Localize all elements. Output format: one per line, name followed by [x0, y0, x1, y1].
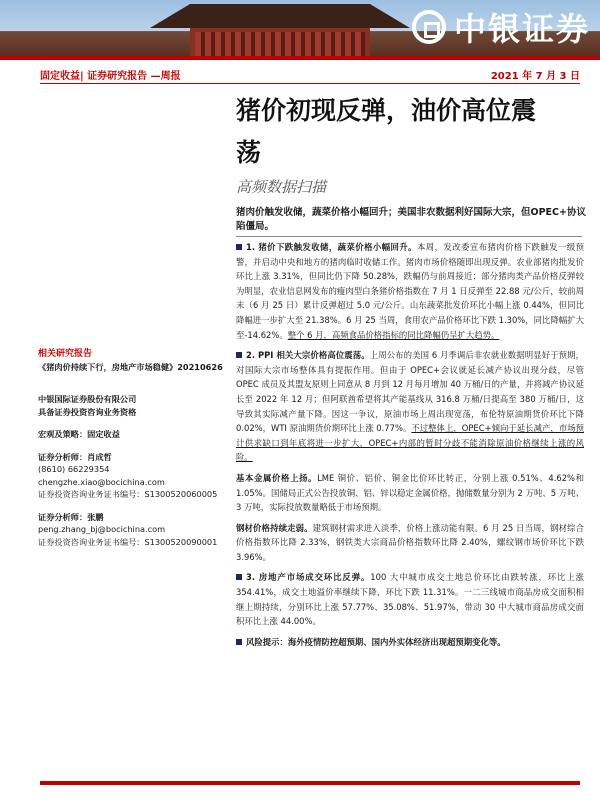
section-highlight: 整个 6 月，高频食品价格指标的同比降幅仍呈扩大趋势。: [287, 329, 500, 340]
palace-columns-graphic: [195, 32, 365, 56]
brand-name: 中银证券: [453, 10, 590, 48]
brand-logo: [412, 4, 590, 50]
palace-roof-graphic: [150, 4, 410, 28]
report-category: 固定收益| 证券研究报告 —周报: [40, 70, 181, 82]
bullet-marker-icon: [236, 639, 242, 645]
section-text: 本周，发改委宣布猪肉价格下跌触发一级预警，并启动中央和地方的猪肉临时收储工作。猪肉市场价格随即出现反弹。农业部猪肉批发价环比上涨 3.31%，但同比仍下降 50.28%，跌幅仍与前周接近；部分猪肉类产品价格反弹较为明显，农业信息网发布的瘦肉型白条猪价格指数在 7 月 1 日反弹至 22.88 元/公斤，较前周末（6 月 25 日）累计反弹超过 5.0 元/公斤。山东蔬菜批发价环比小幅上涨 0.44%，但同比降幅进一步扩大至 21.38%。6 月 25 当周，食用农产品价格环比下跌 1.30%，同比降幅扩大至-14.62%。: [236, 242, 584, 340]
header-divider: [40, 83, 580, 84]
section-heading: 2. PPI 相关大宗价格高位震荡。: [246, 350, 370, 361]
bullet-marker-icon: [236, 244, 242, 250]
analyst1-cert: 证券投资咨询业务证书编号：S1300520060005: [38, 489, 218, 499]
risk-text: 海外疫情防控超预期、国内外实体经济出现超预期变化等。: [287, 636, 506, 647]
section-text: 建筑钢材需求进入淡季，价格上涨动能有限。6 月 25 日当周，钢材综合价格指数环比降 2.33%，钢铁类大宗商品价格指数环比降 2.40%，螺纹钢市场价环比下跌 3.96%。: [236, 522, 584, 562]
section-text: 上周公布的美国 6 月季调后非农就业数据明显好于预期，对国际大宗市场整体具有提振作用。但由于 OPEC+会议就延长减产协议出现分歧，尽管 OPEC 成员及其盟友原则上同意从 8 月到 12 月每月增加 40 万桶/日的产量，并将减产协议延长至 2022 年 12 月；但阿联酋希望将其产能基线从 316.8 万桶/日提高至 380 万桶/日，这导致其实际减产量下降。因这一争议，原油市场上周出现宽荡，布伦特原油期货价环比下降 0.02%，WTI 原油期货价期环比上涨 0.77%。: [236, 350, 585, 434]
section-property: [236, 570, 584, 628]
section-heading: 基本金属价格上扬。: [236, 472, 318, 483]
analyst1-phone: (8610) 66229354: [38, 464, 110, 474]
analyst1-email[interactable]: chengzhe.xiao@bocichina.com: [38, 476, 165, 487]
section-text: LME 铜价、铝价、铜金比价环比转正，分别上涨 0.51%、4.62%和 1.05%。国储局正式公告投放铜、铝、锌以稳定金属价格，抛储数量分别为 2 万吨、5 万吨、3 万吨，实际投放数量略低于市场预期。: [236, 472, 585, 513]
section-steel: [236, 521, 584, 565]
section-heading: 1. 猪价下跌触发收储，蔬菜价格小幅回升。: [246, 242, 417, 252]
sidebar: [38, 348, 238, 548]
summary-divider: [236, 236, 582, 237]
title-line-1: 猪价初现反弹，油价高位震: [236, 96, 537, 125]
section-pork: [236, 240, 584, 342]
related-reports-title: 相关研究报告: [38, 349, 93, 359]
related-report-link[interactable]: 《猪肉价持续下行，房地产市场稳健》20210626: [38, 361, 223, 372]
section-heading: 3. 房地产市场成交环比反弹。: [246, 572, 371, 583]
section-risk: [236, 635, 584, 650]
report-subtitle: 高频数据扫描: [236, 178, 327, 196]
section-highlight: 不过整体上，OPEC+倾向于延长减产，市场预计供求缺口到年底将进一步扩大，OPEC+内部的暂时分歧不能消除原油价格继续上涨的风险。: [236, 423, 584, 463]
company-qualification: 具备证券投资咨询业务资格: [38, 406, 137, 417]
report-title: [236, 90, 586, 174]
analyst2-email[interactable]: peng.zhang_bj@bocichina.com: [38, 524, 166, 534]
analyst2-name: 证券分析师：张鹏: [38, 511, 104, 522]
cover-banner: [0, 0, 600, 56]
risk-heading: 风险提示：: [246, 636, 288, 647]
company-name: 中银国际证券股份有限公司: [38, 394, 137, 404]
bullet-marker-icon: [236, 352, 242, 358]
section-heading: 钢材价格持续走弱。: [236, 522, 313, 533]
boc-logo-icon: [412, 10, 446, 44]
report-date: 2021 年 7 月 3 日: [490, 70, 580, 82]
report-summary: 猪肉价触发收储，蔬菜价格小幅回升；美国非农数据利好国际大宗，但OPEC+协议陷僵局。: [236, 207, 586, 232]
bullet-marker-icon: [236, 574, 242, 580]
title-line-2: 荡: [236, 138, 262, 167]
analyst2-cert: 证券投资咨询业务证书编号：S1300520090001: [38, 536, 218, 547]
analyst1-name: 证券分析师：肖成哲: [38, 451, 112, 462]
top-red-bar: [0, 56, 600, 60]
section-ppi: [236, 348, 584, 465]
bottom-red-bar: [40, 781, 580, 785]
section-text: 100 大中城市成交土地总价环比由跌转涨，环比上涨 354.41%，成交土地溢价率继续下降，环比下跌 11.31%。一二三线城市商品房成交面积相继上期持续，分别环比上涨 57.77%、35.08%、51.97%，带动 30 中大城市商品房成交面积环比上涨 44.00%。: [236, 572, 584, 627]
section-metals: [236, 471, 584, 515]
report-header: [40, 66, 580, 82]
report-body: [236, 240, 584, 655]
research-field: 宏观及策略：固定收益: [38, 429, 120, 439]
